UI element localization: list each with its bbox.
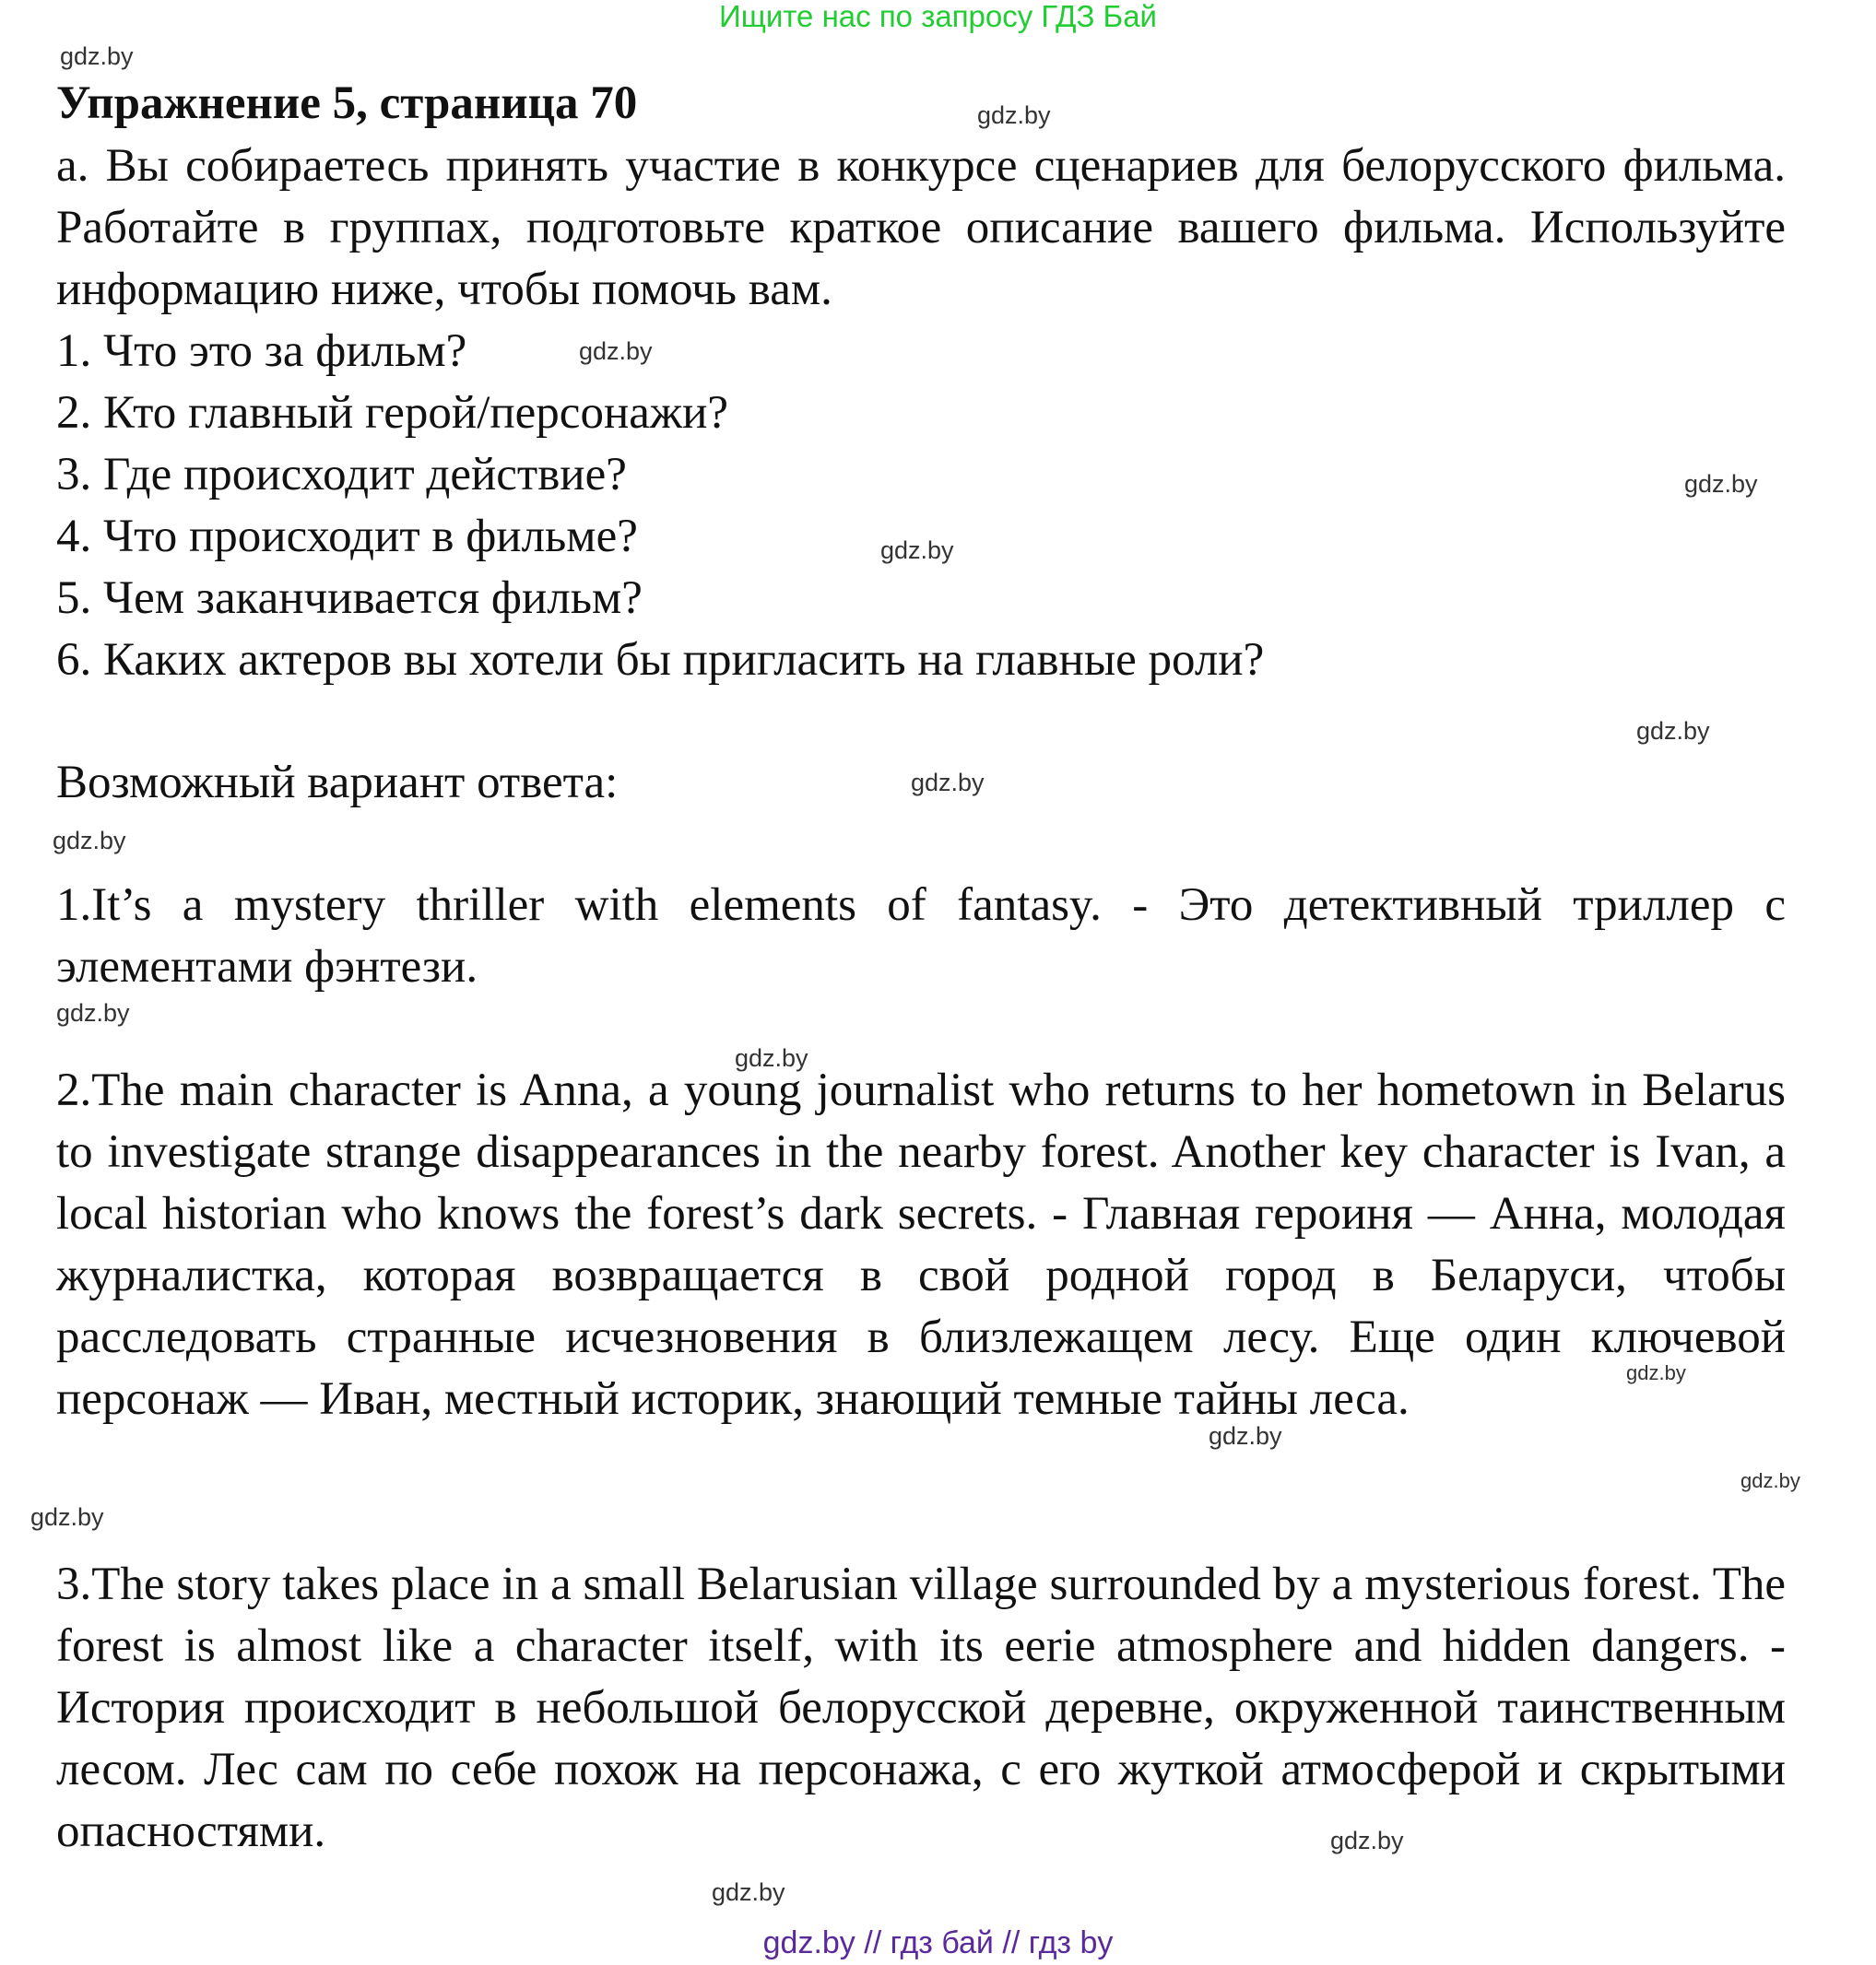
watermark: gdz.by	[1636, 717, 1710, 745]
watermark: gdz.by	[1740, 1469, 1800, 1492]
question-6: 6. Каких актеров вы хотели бы пригласить на главные роли?	[56, 634, 1265, 686]
answer-1: 1.It’s a mystery thriller with elements of fantasy. - Это детективный триллер с элементами фэнтези.	[56, 879, 1786, 993]
question-2: 2. Кто главный герой/персонажи?	[56, 387, 729, 439]
page-title: Упражнение 5, страница 70	[56, 77, 638, 129]
answer-heading: Возможный вариант ответа:	[56, 757, 619, 808]
watermark: gdz.by	[56, 999, 130, 1027]
watermark: gdz.by	[579, 337, 653, 365]
watermark: gdz.by	[53, 827, 126, 854]
watermark: gdz.by	[1209, 1422, 1282, 1450]
watermark: gdz.by	[1684, 470, 1758, 498]
watermark: gdz.by	[880, 536, 954, 564]
watermark: gdz.by	[735, 1044, 808, 1072]
question-5: 5. Чем заканчивается фильм?	[56, 572, 643, 624]
watermark: gdz.by	[1626, 1361, 1686, 1384]
question-4: 4. Что происходит в фильме?	[56, 511, 638, 562]
watermark: gdz.by	[712, 1878, 785, 1906]
watermark: gdz.by	[977, 101, 1051, 129]
task-block	[56, 135, 1786, 691]
answer-2: 2.The main character is Anna, a young journalist who returns to her hometown in Belarus to investigate strange disappearances in the nearby forest. Another key character is Ivan, a local historian who knows the forest’s dark secrets. - Главная героиня — Анна, молодая журналистка, которая возвращается в свой родной город в Беларуси, чтобы расследовать странные исчезновения в близлежащем лесу. Еще один ключевой персонаж — Иван, местный историк, знающий темные тайны леса.	[56, 1065, 1786, 1425]
watermark: gdz.by	[60, 42, 134, 70]
question-1: 1. Что это за фильм?	[56, 325, 467, 377]
answer-3: 3.The story takes place in a small Belarusian village surrounded by a mysterious forest. The forest is almost like a character itself, with its eerie atmosphere and hidden dangers. - История происходит в небольшой белорусской деревне, окруженной таинственным лесом. Лес сам по себе похож на персонажа, с его жуткой атмосферой и скрытыми опасностями.	[56, 1559, 1786, 1857]
footer-banner: gdz.by // гдз бай // гдз by	[762, 1925, 1114, 1960]
watermark: gdz.by	[1330, 1827, 1404, 1854]
watermark: gdz.by	[30, 1503, 104, 1531]
search-banner: Ищите нас по запросу ГДЗ Бай	[719, 0, 1157, 33]
question-3: 3. Где происходит действие?	[56, 449, 627, 500]
task-text: а. Вы собираетесь принять участие в конкурсе сценариев для белорусского фильма. Работайте в группах, подготовьте краткое описание вашего фильма. Используйте информацию ниже, чтобы помочь вам.	[56, 140, 1786, 315]
watermark: gdz.by	[911, 769, 985, 796]
